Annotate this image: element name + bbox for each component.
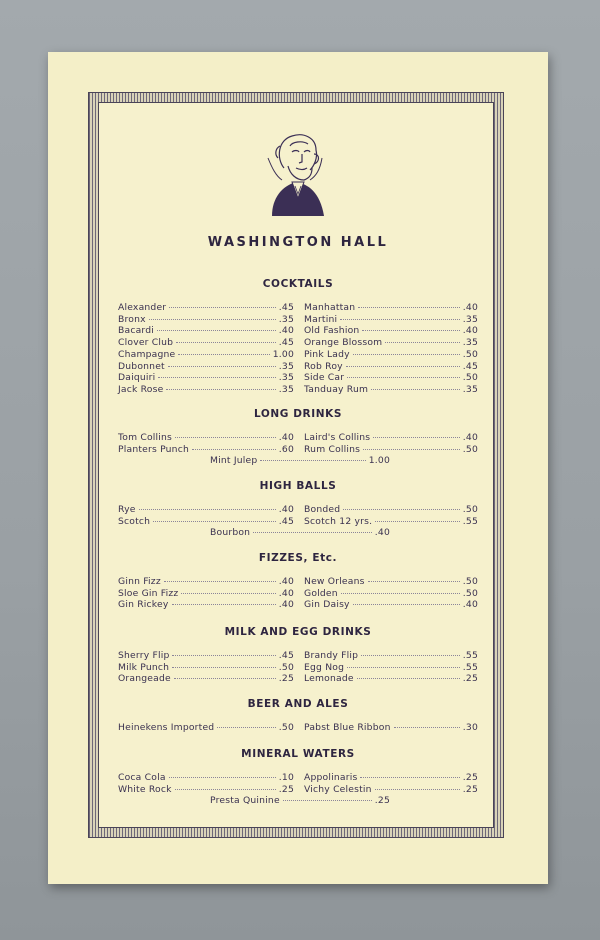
item-name: Bourbon — [210, 527, 251, 538]
dot-leader — [283, 799, 372, 801]
item-name: Vichy Celestin — [304, 783, 372, 795]
dot-leader — [260, 459, 365, 461]
dot-leader — [217, 726, 275, 728]
menu-item — [118, 314, 294, 326]
item-name: Clover Club — [118, 337, 174, 349]
menu-item — [304, 576, 478, 588]
item-name: Gin Rickey — [118, 599, 169, 611]
dot-leader — [164, 580, 276, 582]
item-price: .40 — [278, 587, 294, 599]
item-name: Ginn Fizz — [118, 576, 161, 587]
dot-leader — [253, 531, 372, 533]
menu-item — [304, 772, 478, 784]
item-name: Bacardi — [118, 325, 155, 337]
menu-item — [210, 795, 390, 807]
dot-leader — [347, 666, 460, 668]
dot-leader — [394, 726, 460, 728]
item-price: .40 — [278, 599, 294, 611]
item-price: .25 — [374, 795, 390, 806]
item-price: .40 — [278, 325, 294, 337]
item-price: .25 — [462, 783, 478, 795]
menu-item — [304, 599, 478, 611]
dot-leader — [169, 776, 276, 778]
item-price: .50 — [278, 661, 294, 673]
item-name: Dubonnet — [118, 360, 165, 372]
item-price: .25 — [462, 673, 478, 685]
item-price: .50 — [462, 348, 478, 360]
item-price: .50 — [462, 587, 478, 599]
menu-item — [118, 444, 294, 456]
section-heading-long-drinks: LONG DRINKS — [253, 408, 343, 420]
dot-leader — [178, 353, 269, 355]
menu-item — [304, 722, 478, 734]
item-name: Brandy Flip — [304, 650, 359, 661]
menu-item — [210, 455, 390, 467]
item-name: Golden — [304, 587, 338, 599]
menu-item — [118, 599, 294, 611]
item-price: .50 — [462, 576, 478, 587]
item-name: Egg Nog — [304, 661, 345, 673]
dot-leader — [371, 388, 460, 390]
dot-leader — [343, 508, 460, 510]
menu-title: WASHINGTON HALL — [207, 235, 389, 250]
item-price: .25 — [278, 673, 294, 685]
dot-leader — [168, 365, 276, 367]
item-name: Heinekens Imported — [118, 722, 215, 733]
item-name: Planters Punch — [118, 443, 189, 455]
george-washington-portrait — [262, 128, 330, 216]
item-name: Orange Blossom — [304, 337, 383, 349]
dot-leader — [169, 306, 276, 308]
dot-leader — [346, 365, 460, 367]
item-price: .50 — [278, 722, 294, 733]
item-name: Orangeade — [118, 673, 171, 685]
item-price: .40 — [278, 432, 294, 443]
menu-item — [118, 516, 294, 528]
dot-leader — [358, 306, 459, 308]
dot-leader — [360, 776, 459, 778]
item-name: Alexander — [118, 302, 167, 313]
section-heading-beer-ales: BEER AND ALES — [247, 698, 349, 710]
dot-leader — [361, 654, 460, 656]
menu-item — [304, 349, 478, 361]
dot-leader — [373, 436, 459, 438]
section-heading-mineral-waters: MINERAL WATERS — [241, 748, 355, 760]
item-name: Sherry Flip — [118, 650, 170, 661]
dot-leader — [176, 341, 276, 343]
dot-leader — [385, 341, 459, 343]
item-price: .40 — [278, 504, 294, 515]
item-price: .35 — [462, 313, 478, 325]
menu-item — [304, 662, 478, 674]
section-heading-fizzes: FIZZES, Etc. — [258, 552, 338, 564]
menu-item — [304, 325, 478, 337]
menu-item — [304, 650, 478, 662]
dot-leader — [368, 580, 460, 582]
menu-item — [118, 337, 294, 349]
dot-leader — [192, 448, 276, 450]
item-price: .10 — [278, 772, 294, 783]
menu-item — [118, 384, 294, 396]
menu-item — [118, 361, 294, 373]
item-name: Gin Daisy — [304, 599, 350, 611]
item-name: Lemonade — [304, 673, 354, 685]
dot-leader — [175, 436, 276, 438]
item-price: .45 — [278, 650, 294, 661]
dot-leader — [157, 329, 276, 331]
dot-leader — [149, 318, 276, 320]
dot-leader — [357, 677, 460, 679]
dot-leader — [353, 353, 460, 355]
item-name: Rum Collins — [304, 443, 361, 455]
menu-item — [304, 337, 478, 349]
dot-leader — [153, 520, 276, 522]
menu-item — [118, 588, 294, 600]
item-price: .40 — [374, 527, 390, 538]
item-name: Bonded — [304, 504, 341, 515]
item-name: New Orleans — [304, 576, 365, 587]
item-name: White Rock — [118, 783, 172, 795]
menu-item — [118, 576, 294, 588]
item-price: .55 — [462, 650, 478, 661]
item-name: Tanduay Rum — [304, 383, 369, 395]
item-name: Presta Quinine — [210, 795, 280, 806]
menu-item — [304, 784, 478, 796]
menu-item — [304, 444, 478, 456]
menu-item — [304, 361, 478, 373]
item-price: .35 — [278, 383, 294, 395]
dot-leader — [353, 603, 460, 605]
item-price: .35 — [462, 383, 478, 395]
dot-leader — [375, 520, 460, 522]
dot-leader — [375, 788, 460, 790]
dot-leader — [341, 592, 460, 594]
item-name: Tom Collins — [118, 432, 173, 443]
dot-leader — [166, 388, 275, 390]
menu-item — [304, 372, 478, 384]
section-heading-cocktails: COCKTAILS — [262, 278, 334, 290]
menu-item — [118, 432, 294, 444]
dot-leader — [181, 592, 275, 594]
item-price: .35 — [462, 337, 478, 349]
item-name: Side Car — [304, 372, 345, 384]
item-price: .45 — [278, 302, 294, 313]
item-price: .45 — [462, 360, 478, 372]
item-price: .45 — [278, 337, 294, 349]
section-heading-high-balls: HIGH BALLS — [259, 480, 337, 492]
section-heading-milk-egg: MILK AND EGG DRINKS — [224, 626, 372, 638]
item-price: .25 — [462, 772, 478, 783]
item-name: Manhattan — [304, 302, 356, 313]
item-name: Jack Rose — [118, 383, 164, 395]
item-name: Champagne — [118, 348, 176, 360]
menu-item — [118, 784, 294, 796]
item-name: Scotch — [118, 515, 151, 527]
item-price: .55 — [462, 661, 478, 673]
menu-item — [304, 432, 478, 444]
item-name: Bronx — [118, 313, 146, 325]
dot-leader — [363, 448, 460, 450]
item-name: Rye — [118, 504, 136, 515]
item-name: Old Fashion — [304, 325, 360, 337]
item-price: 1.00 — [368, 455, 390, 466]
menu-item — [118, 772, 294, 784]
dot-leader — [172, 666, 276, 668]
item-name: Appolinaris — [304, 772, 358, 783]
dot-leader — [158, 376, 275, 378]
menu-item — [304, 673, 478, 685]
menu-item — [118, 349, 294, 361]
menu-item — [304, 384, 478, 396]
item-name: Daiquiri — [118, 372, 156, 384]
menu-item — [118, 372, 294, 384]
item-price: .40 — [278, 576, 294, 587]
dot-leader — [172, 654, 275, 656]
item-name: Coca Cola — [118, 772, 166, 783]
menu-item — [304, 516, 478, 528]
menu-item — [210, 527, 390, 539]
menu-item — [304, 302, 478, 314]
item-price: .30 — [462, 722, 478, 733]
menu-item — [118, 673, 294, 685]
menu-item — [304, 504, 478, 516]
dot-leader — [347, 376, 460, 378]
menu-card — [48, 52, 548, 884]
menu-item — [118, 662, 294, 674]
menu-item — [118, 504, 294, 516]
dot-leader — [340, 318, 460, 320]
item-price: .45 — [278, 515, 294, 527]
item-price: .60 — [278, 443, 294, 455]
menu-item — [118, 325, 294, 337]
item-price: 1.00 — [272, 348, 294, 360]
dot-leader — [362, 329, 459, 331]
item-name: Martini — [304, 313, 338, 325]
item-price: .35 — [278, 360, 294, 372]
item-price: .25 — [278, 783, 294, 795]
item-price: .35 — [278, 313, 294, 325]
item-price: .40 — [462, 432, 478, 443]
item-name: Milk Punch — [118, 661, 170, 673]
item-price: .50 — [462, 504, 478, 515]
dot-leader — [172, 603, 276, 605]
item-name: Laird's Collins — [304, 432, 371, 443]
item-name: Pink Lady — [304, 348, 350, 360]
dot-leader — [139, 508, 276, 510]
menu-item — [304, 588, 478, 600]
item-name: Pabst Blue Ribbon — [304, 722, 391, 733]
item-price: .50 — [462, 372, 478, 384]
item-price: .40 — [462, 325, 478, 337]
item-name: Scotch 12 yrs. — [304, 515, 373, 527]
dot-leader — [175, 788, 276, 790]
item-name: Rob Roy — [304, 360, 343, 372]
menu-item — [118, 722, 294, 734]
item-price: .50 — [462, 443, 478, 455]
menu-item — [118, 302, 294, 314]
item-name: Sloe Gin Fizz — [118, 587, 179, 599]
item-name: Mint Julep — [210, 455, 258, 466]
item-price: .40 — [462, 599, 478, 611]
menu-item — [118, 650, 294, 662]
item-price: .40 — [462, 302, 478, 313]
menu-item — [304, 314, 478, 326]
item-price: .55 — [462, 515, 478, 527]
dot-leader — [174, 677, 276, 679]
item-price: .35 — [278, 372, 294, 384]
